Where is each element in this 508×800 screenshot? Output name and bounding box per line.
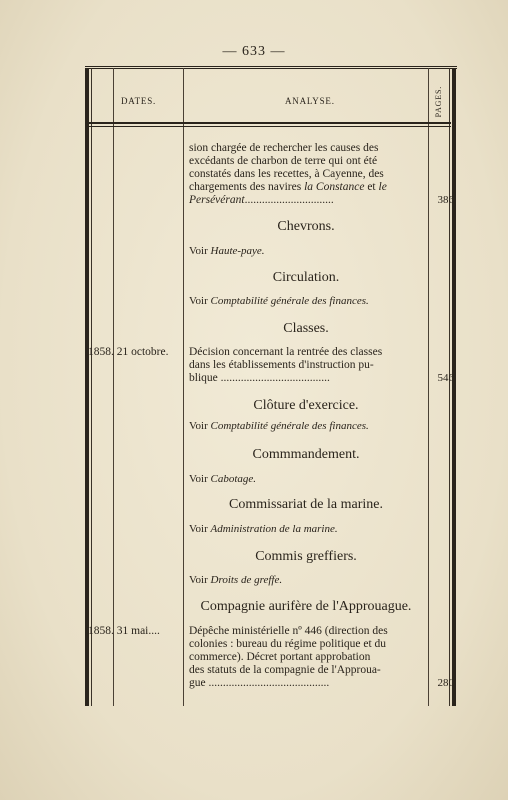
section-heading: Circulation. [272,270,340,285]
page-ref: 280 [437,677,454,689]
see-reference [189,523,338,535]
leader-dots: ............................... [244,194,334,206]
entry-line: excédants de charbon de terre qui ont été [189,155,378,167]
page-number: — 633 — [222,44,286,59]
ship-name: la Constance [304,181,365,193]
see-target: Comptabilité générale des finances. [210,295,369,307]
see-target: Administration de la marine. [210,523,338,535]
page-ref: 386 [437,194,454,206]
entry-line: constatés dans les recettes, à Cayenne, des [189,168,384,180]
header-rule [89,122,451,124]
entry-line: Dépêche ministérielle nº 446 (direction des [189,625,388,637]
see-reference [189,295,369,307]
see-label: Voir [189,574,208,586]
entry-line: commerce). Décret portant approbation [189,651,371,663]
entry-line: gue .......................................... [189,677,330,689]
section-heading: Chevrons. [277,219,335,234]
entry-text [189,346,425,385]
entry-line: Décision concernant la rentrée des classes [189,346,383,358]
column-rule-3 [428,68,429,706]
see-reference [189,574,282,586]
section-heading: Classes. [283,321,329,336]
table-border-left-inner [91,68,92,706]
conjunction: et [364,181,379,193]
header-analyse: ANALYSE. [285,96,335,106]
entry-line: sion chargée de rechercher les causes des [189,142,379,154]
see-label: Voir [189,295,208,307]
ship-article: le [378,181,387,193]
table-border-left [85,68,89,706]
see-reference [189,473,256,485]
section-heading: Commis greffiers. [255,549,357,564]
table-border-right [452,68,456,706]
see-target: Comptabilité générale des finances. [210,420,369,432]
entry-text [189,625,425,690]
see-target: Droits de greffe. [210,574,283,586]
header-rule-inner [89,126,451,127]
table-border-right-inner [449,68,450,706]
see-label: Voir [189,245,208,257]
section-heading: Commmandement. [252,447,360,462]
section-heading: Clôture d'exercice. [253,398,359,413]
column-rule-1 [113,68,114,706]
entry-line: des statuts de la compagnie de l'Approua- [189,664,381,676]
page-ref: 546 [437,372,454,384]
entry-date: 1858. 21 octobre. [88,346,169,358]
section-heading: Compagnie aurifère de l'Approuague. [200,599,412,614]
ship-name-2: Persévérant [189,194,245,206]
entry-continued [189,142,425,207]
entry-line: dans les établissements d'instruction pu- [189,359,374,371]
see-target: Haute-paye. [210,245,265,257]
see-reference [189,420,369,432]
see-target: Cabotage. [210,473,257,485]
section-heading: Commissariat de la marine. [229,497,383,512]
see-reference [189,245,265,257]
entry-date: 1858. 31 mai.... [88,625,160,637]
see-label: Voir [189,473,208,485]
entry-line: chargements des navires [189,181,305,193]
header-pages: PAGES. [434,86,443,118]
header-dates: DATES. [121,96,157,106]
entry-line: colonies : bureau du régime politique et du [189,638,387,650]
entry-line: blique ...................................... [189,372,330,384]
see-label: Voir [189,420,208,432]
see-label: Voir [189,523,208,535]
